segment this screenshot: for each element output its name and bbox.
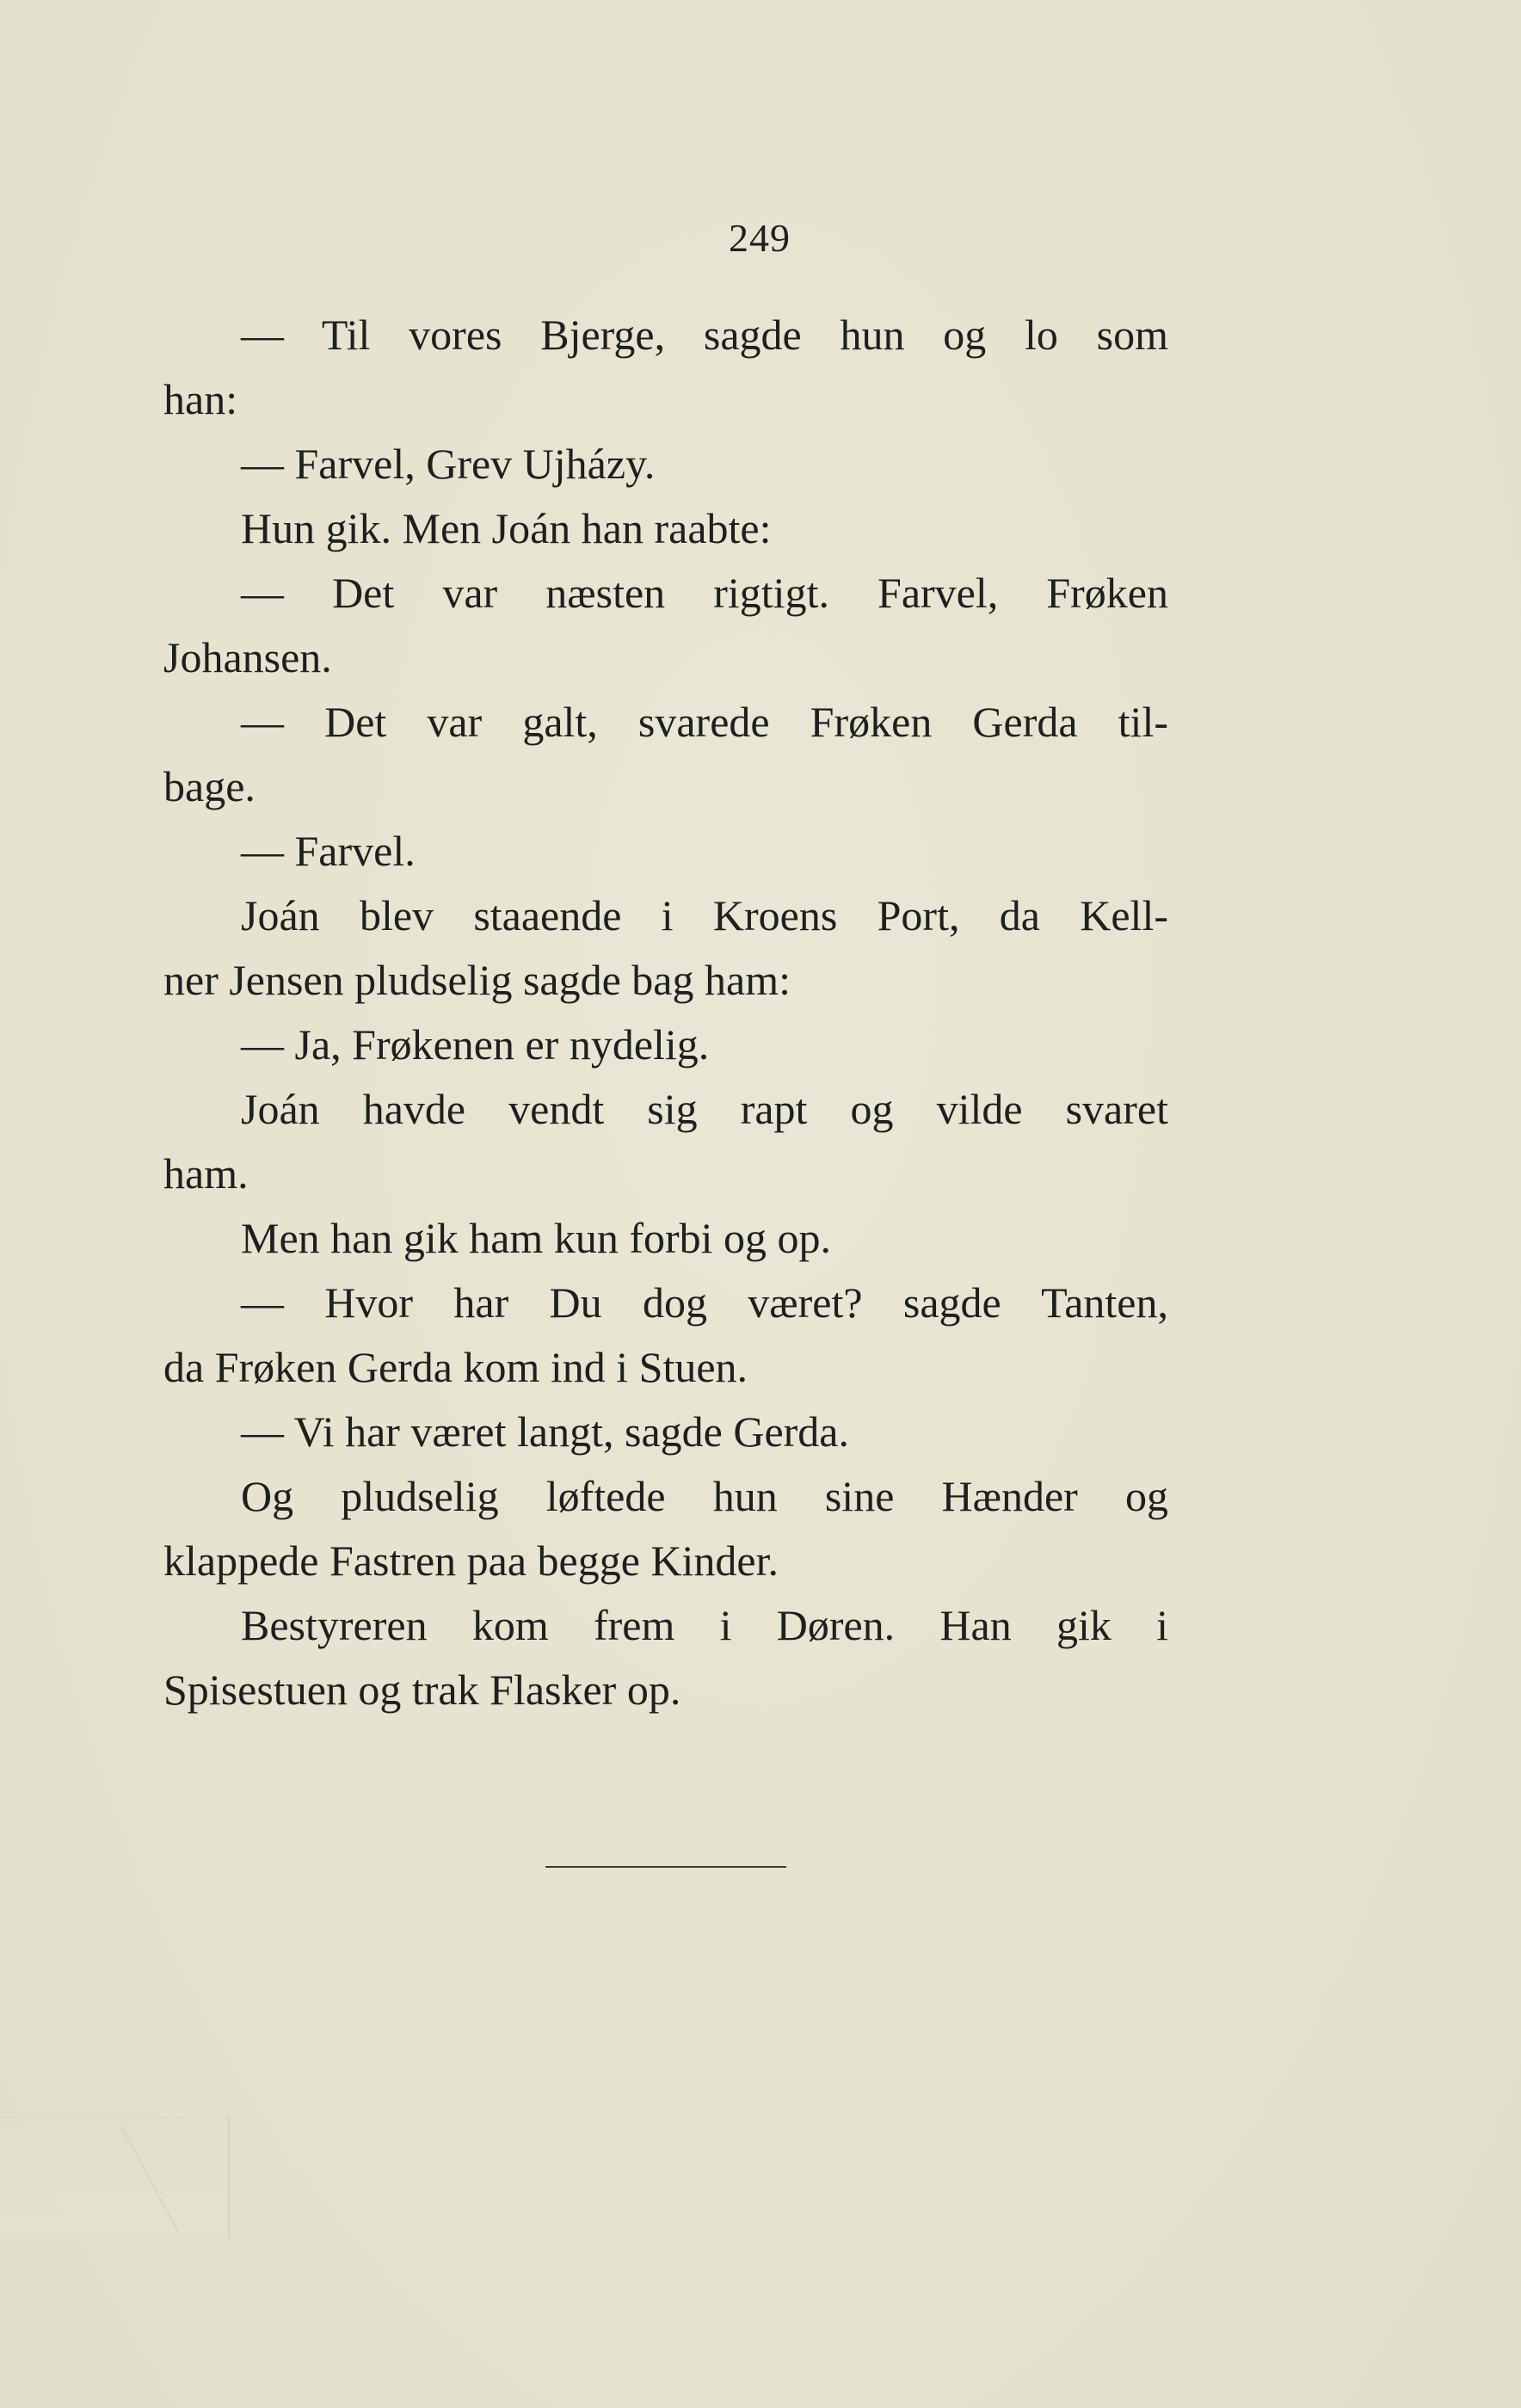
text-line: — Det var galt, svarede Frøken Gerda til- — [241, 698, 1168, 746]
text-line: ner Jensen pludselig sagde bag ham: — [163, 956, 791, 1004]
text-line: Og pludselig løftede hun sine Hænder og — [241, 1472, 1168, 1520]
text-line: — Hvor har Du dog været? sagde Tanten, — [241, 1278, 1168, 1327]
text-line: Johansen. — [163, 633, 332, 681]
text-line: Hun gik. Men Joán han raabte: — [241, 504, 772, 552]
text-line: Joán havde vendt sig rapt og vilde svaret — [241, 1085, 1168, 1133]
text-line: Joán blev staaende i Kroens Port, da Kell- — [241, 891, 1168, 939]
text-line: — Til vores Bjerge, sagde hun og lo som — [241, 311, 1168, 359]
text-line: — Ja, Frøkenen er nydelig. — [241, 1020, 710, 1069]
text-line: — Det var næsten rigtigt. Farvel, Frøken — [241, 569, 1168, 617]
text-line: bage. — [163, 762, 256, 810]
body-text — [163, 303, 1168, 1722]
text-line: klappede Fastren paa begge Kinder. — [163, 1537, 779, 1585]
text-line: Spisestuen og trak Flasker op. — [163, 1666, 681, 1714]
text-line: — Vi har været langt, sagde Gerda. — [241, 1407, 849, 1456]
page-number: 249 — [729, 216, 791, 260]
text-line: Bestyreren kom frem i Døren. Han gik i — [241, 1601, 1168, 1649]
text-line: han: — [163, 375, 238, 423]
page-edge-shadow — [0, 2116, 230, 2238]
page-edge-crease — [120, 2125, 178, 2232]
text-line: ham. — [163, 1149, 249, 1198]
section-end-rule — [545, 1866, 786, 1868]
text-line: — Farvel, Grev Ujházy. — [241, 440, 656, 488]
text-line: da Frøken Gerda kom ind i Stuen. — [163, 1343, 748, 1391]
text-line: — Farvel. — [241, 827, 416, 875]
text-line: Men han gik ham kun forbi og op. — [241, 1214, 832, 1262]
